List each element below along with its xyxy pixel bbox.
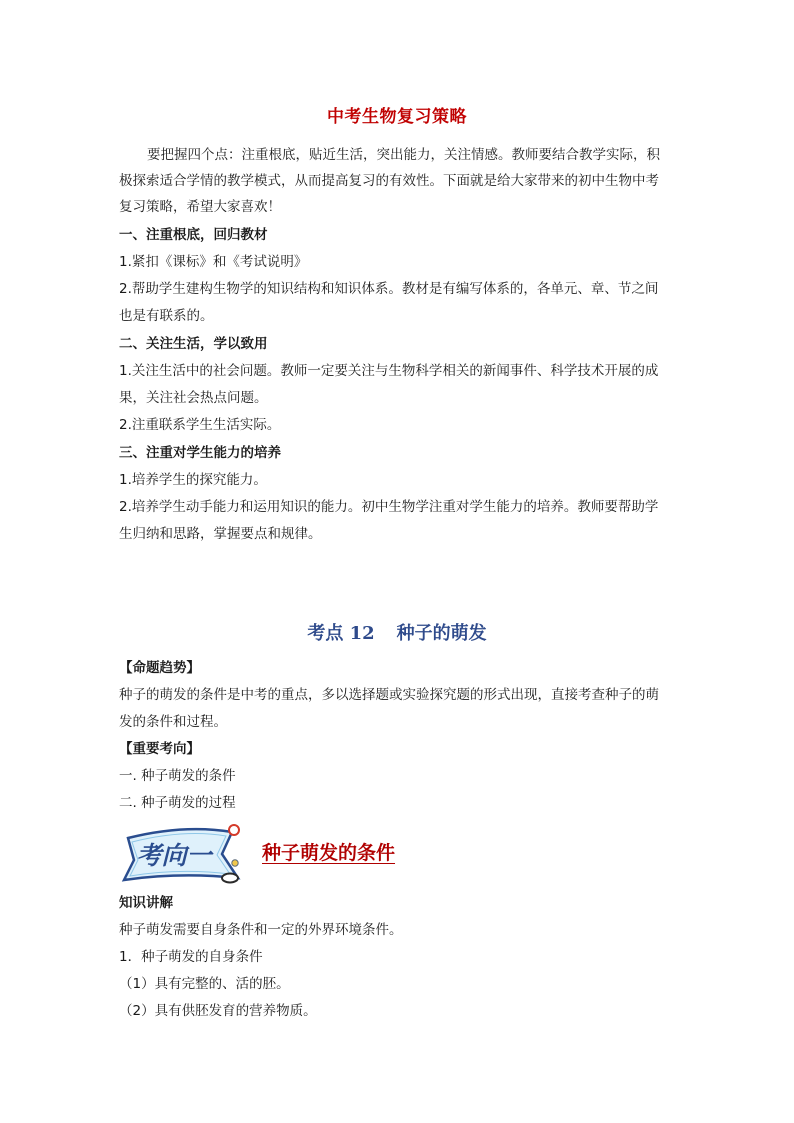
section-1-line-3: 也是有联系的。 (119, 308, 214, 324)
trend-heading: 【命题趋势】 (119, 660, 200, 676)
section-3-line-2: 2.培养学生动手能力和运用知识的能力。初中生物学注重对学生能力的培养。教师要帮助学 (119, 499, 659, 515)
section-1-line-2: 2.帮助学生建构生物学的知识结构和知识体系。教材是有编写体系的，各单元、章、节之间 (119, 281, 659, 297)
kaodian-title-prefix: 考点 12 (307, 623, 375, 644)
section-2-heading: 二、关注生活，学以致用 (119, 336, 268, 352)
trend-line-2: 发的条件和过程。 (119, 714, 227, 730)
trend-line-1: 种子的萌发的条件是中考的重点，多以选择题或实验探究题的形式出现，直接考查种子的萌 (119, 687, 659, 703)
knowledge-line-4: （2）具有供胚发育的营养物质。 (119, 1003, 317, 1019)
direction-item-1: 一. 种子萌发的条件 (119, 768, 236, 784)
section-1-heading: 一、注重根底，回归教材 (119, 227, 268, 243)
kaoxiang-badge (114, 820, 254, 890)
badge-text: 考向一 (136, 841, 212, 870)
intro-line-2: 极探索适合学情的教学模式，从而提高复习的有效性。下面就是给大家带来的初中生物中考 (119, 173, 659, 189)
kaodian-title-suffix: 种子的萌发 (396, 623, 487, 644)
intro-line-1: 要把握四个点：注重根底，贴近生活，突出能力，关注情感。教师要结合教学实际，积 (147, 147, 660, 163)
intro-line-3: 复习策略，希望大家喜欢！ (119, 199, 281, 215)
intro-line-2-wrap (119, 168, 677, 194)
section-2-line-1: 1.关注生活中的社会问题。教师一定要关注与生物科学相关的新闻事件、科学技术开展的成 (119, 363, 659, 379)
section-2-line-2: 果，关注社会热点问题。 (119, 390, 268, 406)
kaodian-title (0, 619, 794, 645)
section-3-heading: 三、注重对学生能力的培养 (119, 445, 281, 461)
knowledge-line-2: 1．种子萌发的自身条件 (119, 949, 263, 965)
section-3-line-1: 1.培养学生的探究能力。 (119, 472, 267, 488)
badge-shape-icon (114, 820, 254, 890)
direction-item-2: 二. 种子萌发的过程 (119, 795, 236, 811)
document-title: 中考生物复习策略 (327, 107, 467, 127)
section-2-line-3: 2.注重联系学生生活实际。 (119, 417, 281, 433)
knowledge-heading: 知识讲解 (119, 895, 173, 911)
intro-line-3-wrap (119, 194, 677, 220)
knowledge-line-3: （1）具有完整的、活的胚。 (119, 976, 290, 992)
section-1-line-1: 1.紧扣《课标》和《考试说明》 (119, 254, 308, 270)
section-3-line-3: 生归纳和思路，掌握要点和规律。 (119, 526, 322, 542)
knowledge-line-1: 种子萌发需要自身条件和一定的外界环境条件。 (119, 922, 403, 938)
direction-heading: 【重要考向】 (119, 741, 200, 757)
kaoxiang-section-title: 种子萌发的条件 (262, 842, 396, 864)
intro-paragraph (119, 142, 677, 168)
